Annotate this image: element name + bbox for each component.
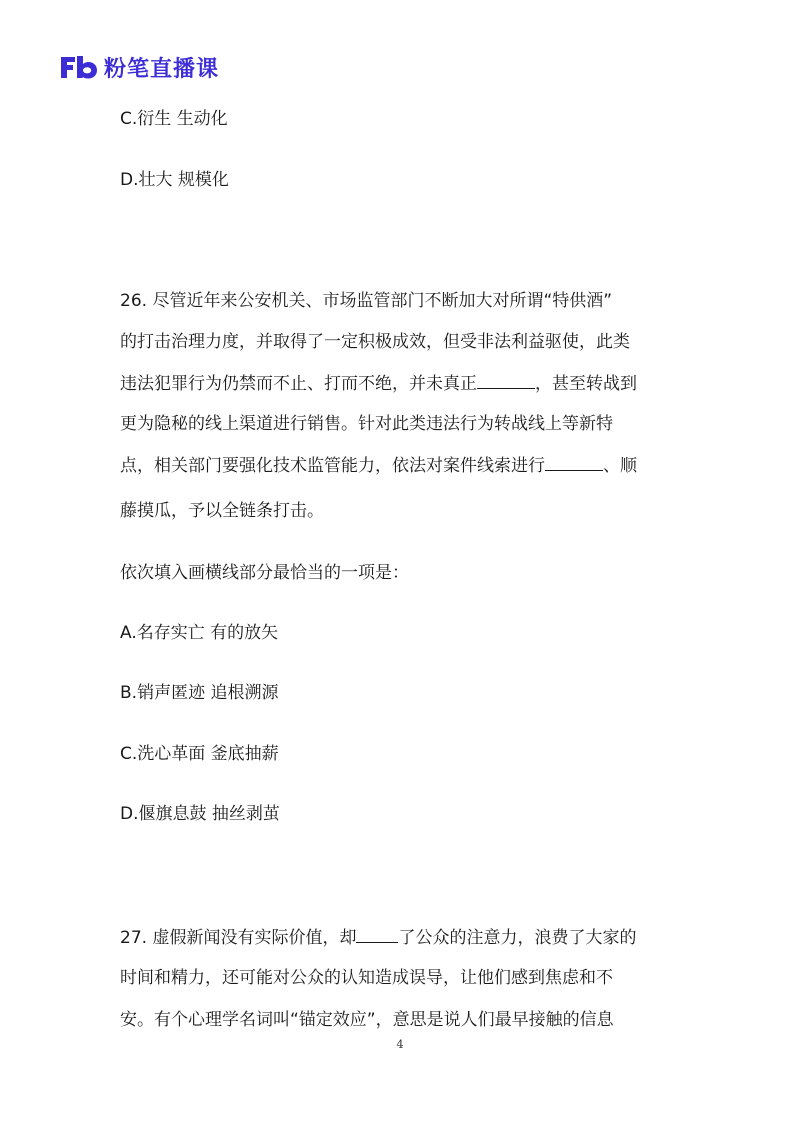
q26-stem-line-4: 更为隐秘的线上渠道进行销售。针对此类违法行为转战线上等新特 xyxy=(120,414,613,434)
brand-name: 粉笔直播课 xyxy=(104,56,220,82)
answer-blank xyxy=(477,372,535,389)
q26-option-b: B.销声匿迹 追根溯源 xyxy=(120,683,279,703)
fenbi-logo-icon xyxy=(58,53,98,81)
q26-option-d: D.偃旗息鼓 抽丝剥茧 xyxy=(120,804,280,824)
answer-blank xyxy=(545,454,603,471)
q27-stem-line-1 xyxy=(120,926,636,949)
q26-stem-line-1: 26. 尽管近年来公安机关、市场监管部门不断加大对所谓“特供酒” xyxy=(120,291,613,311)
q27-stem-line-1-start: 27. 虚假新闻没有实际价值，却 xyxy=(120,928,357,948)
q26-stem-line-5-start: 点，相关部门要强化技术监管能力，依法对案件线索进行 xyxy=(120,456,545,476)
q25-option-c: C.衍生 生动化 xyxy=(120,109,228,129)
page-number: 4 xyxy=(396,1038,404,1051)
q27-stem-line-3: 安。有个心理学名词叫“锚定效应”，意思是说人们最早接触的信息 xyxy=(120,1010,614,1030)
answer-blank xyxy=(356,926,398,943)
q26-stem-line-3-end: ，甚至转战到 xyxy=(535,374,637,394)
q26-stem-line-5 xyxy=(120,454,637,477)
q26-stem-line-3-start: 违法犯罪行为仍禁而不止、打而不绝，并未真正 xyxy=(120,374,477,394)
q25-option-d: D.壮大 规模化 xyxy=(120,170,229,190)
q27-stem-line-2: 时间和精力，还可能对公众的认知造成误导，让他们感到焦虑和不 xyxy=(120,968,613,988)
q26-stem-line-6: 藤摸瓜，予以全链条打击。 xyxy=(120,501,324,521)
q26-option-a: A.名存实亡 有的放矢 xyxy=(120,623,279,643)
q26-stem-line-3 xyxy=(120,372,637,395)
q26-prompt: 依次填入画横线部分最恰当的一项是： xyxy=(120,563,409,583)
q26-stem-line-2: 的打击治理力度，并取得了一定积极成效，但受非法利益驱使，此类 xyxy=(120,332,630,352)
q27-stem-line-1-end: 了公众的注意力，浪费了大家的 xyxy=(398,928,637,948)
q26-option-c: C.洗心革面 釜底抽薪 xyxy=(120,744,279,764)
brand-header xyxy=(58,52,219,82)
q26-stem-line-5-end: 、顺 xyxy=(603,456,637,476)
